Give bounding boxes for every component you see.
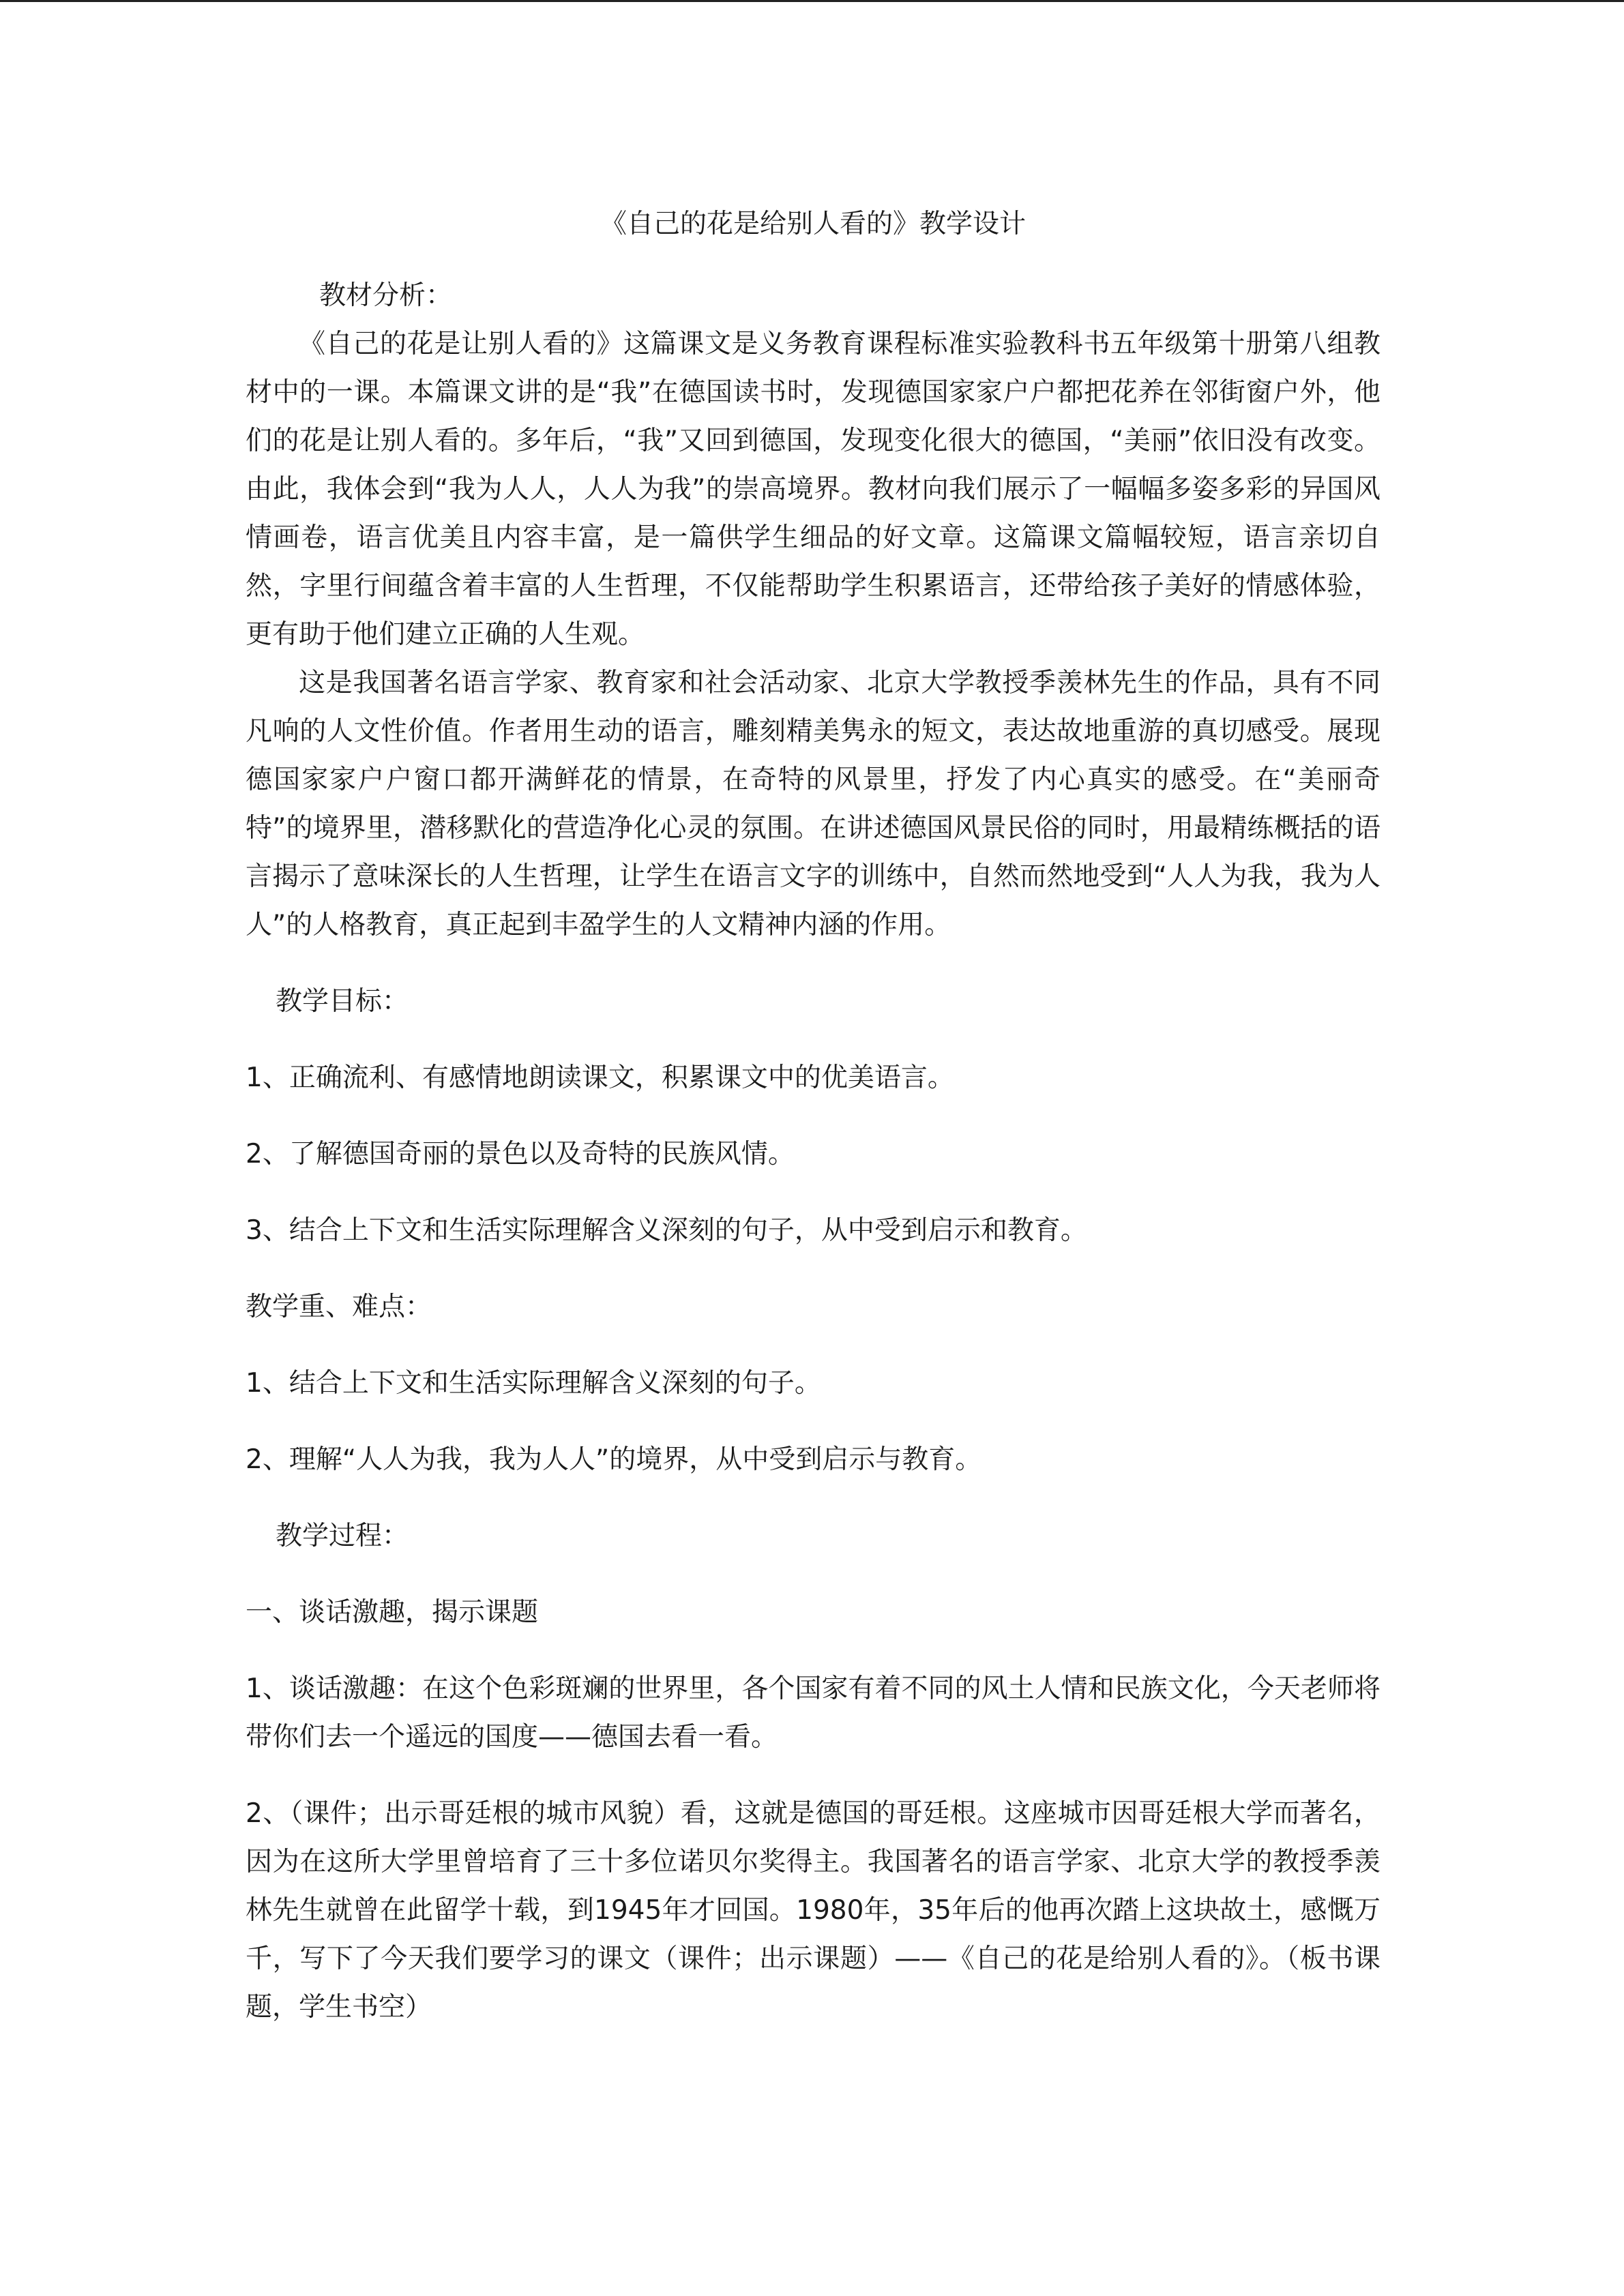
process-step: 1、谈话激趣：在这个色彩斑斓的世界里，各个国家有着不同的风土人情和民族文化，今天老师将带你们去一个遥远的国度——德国去看一看。	[246, 1673, 1381, 1753]
process-section-title: 一、谈话激趣，揭示课题	[246, 1597, 539, 1628]
key-points-heading: 教学重、难点：	[246, 1292, 432, 1322]
analysis-paragraph: 这是我国著名语言学家、教育家和社会活动家、北京大学教授季羡林先生的作品，具有不同凡响的人文性价值。作者用生动的语言，雕刻精美隽永的短文，表达故地重游的真切感受。展现德国家家户户窗口都开满鲜花的情景，在奇特的风景里，抒发了内心真实的感受。在“美丽奇特”的境界里，潜移默化的营造净化心灵的氛围。在讲述德国风景民俗的同时，用最精练概括的语言揭示了意味深长的人生哲理，让学生在语言文字的训练中，自然而然地受到“人人为我，我为人人”的人格教育，真正起到丰盈学生的人文精神内涵的作用。	[246, 668, 1381, 940]
process-heading: 教学过程：	[276, 1521, 409, 1551]
document-title: 《自己的花是给别人看的》教学设计	[600, 209, 1026, 239]
analysis-heading: 教材分析：	[319, 280, 453, 311]
document-body	[246, 200, 1381, 2031]
goal-item: 2、了解德国奇丽的景色以及奇特的民族风情。	[246, 1139, 795, 1169]
goal-item: 3、结合上下文和生活实际理解含义深刻的句子，从中受到启示和教育。	[246, 1215, 1087, 1246]
key-point-item: 2、理解“人人为我，我为人人”的境界，从中受到启示与教育。	[246, 1444, 982, 1475]
key-point-item: 1、结合上下文和生活实际理解含义深刻的句子。	[246, 1368, 821, 1399]
goals-heading: 教学目标：	[276, 986, 409, 1017]
analysis-paragraph: 《自己的花是让别人看的》这篇课文是义务教育课程标准实验教科书五年级第十册第八组教材中的一课。本篇课文讲的是“我”在德国读书时，发现德国家家户户都把花养在邻街窗户外，他们的花是让别人看的。多年后，“我”又回到德国，发现变化很大的德国，“美丽”依旧没有改变。由此，我体会到“我为人人，人人为我”的崇高境界。教材向我们展示了一幅幅多姿多彩的异国风情画卷，语言优美且内容丰富，是一篇供学生细品的好文章。这篇课文篇幅较短，语言亲切自然，字里行间蕴含着丰富的人生哲理，不仅能帮助学生积累语言，还带给孩子美好的情感体验，更有助于他们建立正确的人生观。	[246, 329, 1381, 650]
goal-item: 1、正确流利、有感情地朗读课文，积累课文中的优美语言。	[246, 1062, 954, 1093]
process-step: 2、（课件；出示哥廷根的城市风貌）看，这就是德国的哥廷根。这座城市因哥廷根大学而著名，因为在这所大学里曾培育了三十多位诺贝尔奖得主。我国著名的语言学家、北京大学的教授季羡林先生就曾在此留学十载，到1945年才回国。1980年，35年后的他再次踏上这块故土，感慨万千，写下了今天我们要学习的课文（课件；出示课题）——《自己的花是给别人看的》。（板书课题，学生书空）	[246, 1798, 1381, 2023]
